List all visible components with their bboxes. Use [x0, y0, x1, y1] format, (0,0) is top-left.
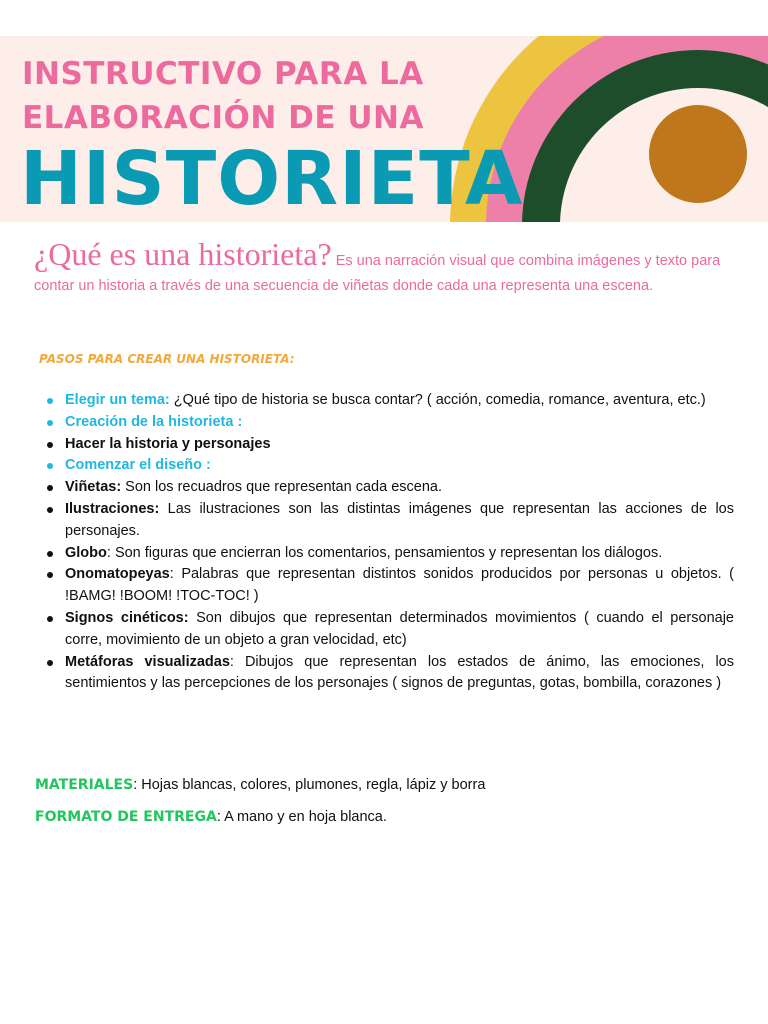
bullet-icon — [47, 660, 53, 666]
materials-line — [35, 777, 485, 793]
intro-question: ¿Qué es una historieta? — [34, 236, 332, 272]
delivery-format-label: FORMATO DE ENTREGA — [35, 809, 217, 825]
step-label: Metáforas visualizadas — [65, 653, 230, 670]
list-item — [34, 499, 734, 543]
list-item — [34, 608, 734, 652]
list-item — [34, 477, 734, 499]
bullet-icon — [47, 616, 53, 622]
step-text: : Palabras que representan distintos sonidos producidos por personas u objetos. ( !BAMG! !BOOM! !TOC-TOC! ) — [65, 566, 734, 605]
list-item — [34, 455, 734, 477]
title-line-1: INSTRUCTIVO PARA LA — [22, 56, 424, 92]
step-label: Elegir un tema: — [65, 392, 170, 408]
list-item — [34, 390, 734, 412]
bullet-icon — [47, 463, 53, 469]
bullet-icon — [47, 551, 53, 557]
step-label: Viñetas: — [65, 479, 122, 496]
bullet-icon — [47, 485, 53, 491]
delivery-format-text: : A mano y en hoja blanca. — [216, 809, 387, 825]
bullet-icon — [47, 398, 53, 404]
materials-label: MATERIALES — [35, 777, 134, 793]
delivery-format-line — [35, 809, 387, 825]
intro-text: Es una narración visual que combina imágenes y texto para contar un historia a través de una secuencia de viñetas donde cada una representa una escena. — [34, 253, 721, 294]
header-banner — [0, 36, 768, 222]
title-main: HISTORIETA — [20, 136, 524, 222]
step-text: Las ilustraciones son las distintas imágenes que representan las acciones de los personajes. — [65, 500, 734, 539]
list-item — [34, 652, 734, 696]
step-label: Globo — [65, 544, 107, 561]
step-label: Ilustraciones: — [65, 500, 160, 517]
steps-heading: PASOS PARA CREAR UNA HISTORIETA: — [39, 352, 295, 366]
materials-text: : Hojas blancas, colores, plumones, regla, lápiz y borra — [133, 777, 486, 793]
title-line-2: ELABORACIÓN DE UNA — [22, 100, 424, 136]
bullet-icon — [47, 507, 53, 513]
list-item — [34, 434, 734, 456]
step-label: Onomatopeyas — [65, 566, 170, 583]
step-text: : Dibujos que representan los estados de ánimo, las emociones, los sentimientos y las percepciones de los personajes ( signos de preguntas, gotas, bombilla, corazones ) — [65, 653, 734, 692]
sun-circle — [649, 105, 747, 203]
steps-list — [34, 390, 734, 695]
list-item — [34, 543, 734, 565]
bullet-icon — [47, 572, 53, 578]
step-label: Comenzar el diseño : — [65, 457, 211, 474]
intro-paragraph — [34, 236, 734, 298]
list-item — [34, 412, 734, 434]
step-text: Son dibujos que representan determinados movimientos ( cuando el personaje corre, movimiento de un objeto a gran velocidad, etc) — [65, 609, 734, 648]
bullet-icon — [47, 420, 53, 426]
list-item — [34, 564, 734, 608]
step-text: : Son figuras que encierran los comentarios, pensamientos y representan los diálogos. — [106, 544, 663, 561]
step-label: Creación de la historieta : — [65, 413, 243, 430]
step-text: Son los recuadros que representan cada escena. — [121, 479, 442, 496]
step-label: Signos cinéticos: — [65, 609, 189, 626]
bullet-icon — [47, 442, 53, 448]
step-label: Hacer la historia y personajes — [65, 435, 271, 452]
step-text: ¿Qué tipo de historia se busca contar? ( acción, comedia, romance, aventura, etc.) — [169, 392, 706, 408]
